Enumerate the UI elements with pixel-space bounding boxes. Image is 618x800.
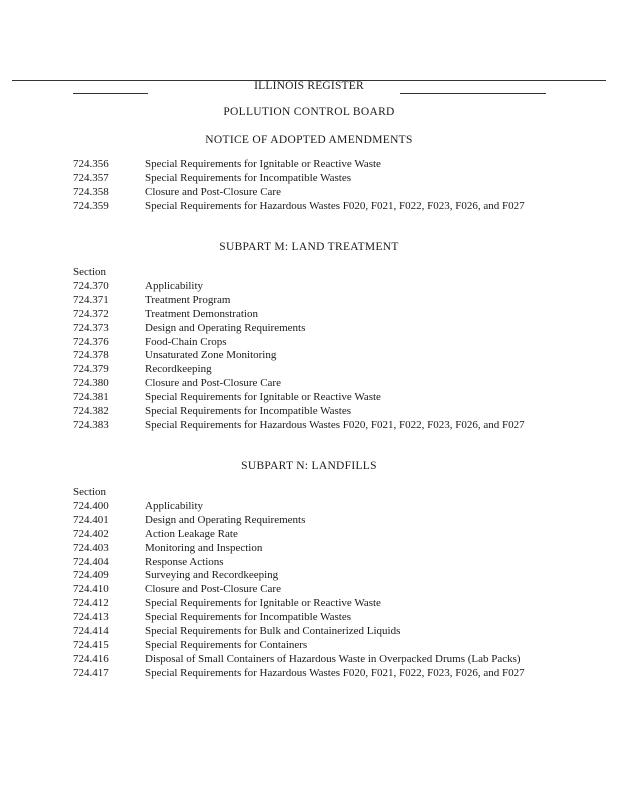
section-title: Closure and Post-Closure Care <box>145 377 281 390</box>
section-title: Special Requirements for Incompatible Wastes <box>145 611 352 624</box>
board-heading: POLLUTION CONTROL BOARD <box>223 106 395 118</box>
section-title: Special Requirements for Ignitable or Reactive Waste <box>145 597 381 610</box>
list-item <box>73 514 553 528</box>
section-number: 724.381 <box>73 391 109 404</box>
list-item <box>73 542 553 556</box>
section-number: 724.376 <box>73 335 109 348</box>
list-item <box>73 653 553 667</box>
section-number: 724.380 <box>73 377 109 390</box>
section-title: Recordkeeping <box>145 363 212 376</box>
list-item <box>73 172 553 186</box>
section-title: Applicability <box>145 279 204 292</box>
subpart-n-heading: SUBPART N: LANDFILLS <box>241 460 377 472</box>
section-number: 724.382 <box>73 405 109 418</box>
section-number: 724.402 <box>73 527 109 540</box>
register-title: ILLINOIS REGISTER <box>254 80 364 92</box>
section-number: 724.383 <box>73 418 109 431</box>
section-title: Closure and Post-Closure Care <box>145 583 281 596</box>
section-number: 724.410 <box>73 583 109 596</box>
section-title: Food-Chain Crops <box>145 335 227 348</box>
section-title: Action Leakage Rate <box>145 527 238 540</box>
section-label: Section <box>73 486 106 498</box>
list-item <box>73 625 553 639</box>
list-item <box>73 419 553 433</box>
section-number: 724.409 <box>73 569 109 582</box>
section-title: Disposal of Small Containers of Hazardous Waste in Overpacked Drums (Lab Packs) <box>145 652 521 665</box>
list-item <box>73 294 553 308</box>
section-title: Design and Operating Requirements <box>145 513 306 526</box>
section-number: 724.400 <box>73 499 109 512</box>
header-left-rule <box>73 93 148 94</box>
list-item <box>73 528 553 542</box>
header-right-rule <box>400 93 546 94</box>
section-number: 724.371 <box>73 293 109 306</box>
section-number: 724.356 <box>73 158 109 170</box>
section-number: 724.358 <box>73 185 109 198</box>
section-number: 724.413 <box>73 611 109 624</box>
list-item <box>73 583 553 597</box>
section-title: Response Actions <box>145 555 224 568</box>
section-title: Special Requirements for Ignitable or Reactive Waste <box>145 158 381 170</box>
list-item <box>73 158 553 172</box>
section-number: 724.404 <box>73 555 109 568</box>
section-number: 724.378 <box>73 349 109 362</box>
list-item <box>73 377 553 391</box>
section-title: Design and Operating Requirements <box>145 321 306 334</box>
section-number: 724.412 <box>73 597 109 610</box>
list-item <box>73 391 553 405</box>
section-title: Special Requirements for Bulk and Containerized Liquids <box>145 625 401 638</box>
list-item <box>73 611 553 625</box>
section-title: Closure and Post-Closure Care <box>145 185 281 198</box>
section-label: Section <box>73 266 106 278</box>
section-number: 724.416 <box>73 652 109 665</box>
section-title: Special Requirements for Ignitable or Reactive Waste <box>145 391 381 404</box>
subpart-m-heading: SUBPART M: LAND TREATMENT <box>219 241 399 253</box>
section-title: Special Requirements for Hazardous Wastes F020, F021, F022, F023, F026, and F027 <box>145 666 525 679</box>
section-number: 724.372 <box>73 307 109 320</box>
section-number: 724.373 <box>73 321 109 334</box>
subpart-m-list <box>73 266 553 433</box>
top-section-list <box>73 158 553 214</box>
list-item <box>73 569 553 583</box>
list-item <box>73 363 553 377</box>
section-number: 724.417 <box>73 666 109 679</box>
section-title: Surveying and Recordkeeping <box>145 569 279 582</box>
section-title: Treatment Demonstration <box>145 307 258 320</box>
section-number: 724.401 <box>73 513 109 526</box>
section-title: Special Requirements for Hazardous Wastes F020, F021, F022, F023, F026, and F027 <box>145 418 525 431</box>
list-item <box>73 186 553 200</box>
list-item <box>73 597 553 611</box>
subpart-n-list <box>73 486 553 681</box>
list-item <box>73 336 553 350</box>
list-item <box>73 308 553 322</box>
list-item <box>73 500 553 514</box>
section-title: Applicability <box>145 499 204 512</box>
section-title: Special Requirements for Incompatible Wastes <box>145 405 352 418</box>
list-item <box>73 639 553 653</box>
section-number: 724.370 <box>73 279 109 292</box>
section-number: 724.379 <box>73 363 109 376</box>
list-item <box>73 667 553 681</box>
section-title: Treatment Program <box>145 293 231 306</box>
section-number: 724.359 <box>73 199 109 212</box>
section-number: 724.403 <box>73 541 109 554</box>
section-number: 724.357 <box>73 171 109 184</box>
list-item <box>73 280 553 294</box>
section-title: Special Requirements for Incompatible Wastes <box>145 171 352 184</box>
section-number: 724.415 <box>73 638 109 651</box>
section-number: 724.414 <box>73 625 109 638</box>
section-title: Monitoring and Inspection <box>145 541 263 554</box>
list-item <box>73 349 553 363</box>
section-title: Special Requirements for Containers <box>145 638 308 651</box>
list-item <box>73 556 553 570</box>
notice-heading: NOTICE OF ADOPTED AMENDMENTS <box>205 134 413 146</box>
list-item <box>73 322 553 336</box>
section-title: Special Requirements for Hazardous Wastes F020, F021, F022, F023, F026, and F027 <box>145 199 525 212</box>
section-title: Unsaturated Zone Monitoring <box>145 349 277 362</box>
list-item <box>73 405 553 419</box>
list-item <box>73 200 553 214</box>
